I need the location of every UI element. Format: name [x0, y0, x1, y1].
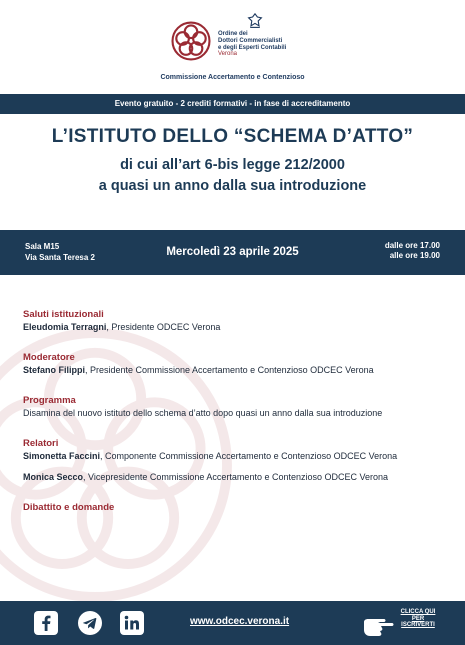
organization-name: Ordine dei Dottori Commercialisti e degli Esperti Contabili Verona [218, 31, 287, 58]
seal-icon [247, 12, 263, 30]
event-time: dalle ore 17.00 alle ore 19.00 [384, 241, 440, 260]
signup-link[interactable]: CLICCA QUI PER ISCRIVERTI [400, 609, 436, 628]
program-description: Disamina del nuovo istituto dello schema d’atto dopo quasi un anno dalla sua introduzione [23, 408, 383, 418]
title-block [0, 114, 465, 230]
section-label: Moderatore [23, 352, 75, 363]
website-link[interactable]: www.odcec.verona.it [190, 616, 290, 627]
section-label: Relatori [23, 438, 59, 449]
speaker-name: Monica Secco [23, 472, 84, 482]
venue: Sala M15 Via Santa Teresa 2 [25, 242, 95, 262]
speaker-name: Eleudomia Terragni [23, 322, 107, 332]
odcec-logo-icon [170, 20, 212, 62]
section-label: Programma [23, 395, 76, 406]
speaker-name: Simonetta Faccini [23, 451, 101, 461]
telegram-icon[interactable] [78, 611, 102, 635]
event-banner: Evento gratuito - 2 crediti formativi - in fase di accreditamento [0, 94, 465, 114]
event-info-bar [0, 230, 465, 275]
section-saluti: Saluti istituzionali Eleudomia Terragni, Presidente ODCEC Verona [23, 309, 440, 333]
section-programma [23, 395, 440, 419]
speaker-name: Stefano Filippi [23, 365, 85, 375]
section-relatori: Relatori Simonetta Faccini, Componente Commissione Accertamento e Contenzioso ODCEC Verona Monica Secco, Vicepresidente Commissione Accertamento e Contenzioso ODCEC Verona [23, 438, 440, 483]
linkedin-icon[interactable] [120, 611, 144, 635]
event-date: Mercoledì 23 aprile 2025 [166, 246, 299, 258]
section-moderatore: Moderatore Stefano Filippi, Presidente Commissione Accertamento e Contenzioso ODCEC Verona [23, 352, 440, 376]
program-content [0, 275, 465, 513]
header [0, 0, 465, 94]
subtitle: di cui all’art 6-bis legge 212/2000 [120, 157, 345, 173]
pointing-hand-icon[interactable] [362, 610, 396, 638]
footer [0, 601, 465, 645]
commission-name: Commissione Accertamento e Contenzioso [160, 74, 305, 81]
subtitle-secondary: a quasi un anno dalla sua introduzione [98, 178, 367, 194]
section-dibattito [23, 502, 440, 513]
facebook-icon[interactable] [34, 611, 58, 635]
section-label: Saluti istituzionali [23, 309, 104, 320]
section-label: Dibattito e domande [23, 502, 115, 513]
page-title: L’ISTITUTO DELLO “SCHEMA D’ATTO” [51, 126, 414, 147]
